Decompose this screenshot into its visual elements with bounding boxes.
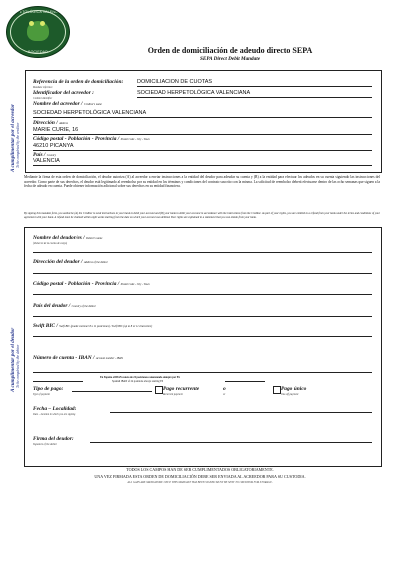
single-payment-checkbox[interactable] [273, 386, 281, 394]
debtor-address-field[interactable] [33, 273, 372, 274]
creditor-id-sub: Creditor Identifier [33, 97, 53, 100]
date-location-sub: Date – location in which you are signing [33, 413, 76, 416]
debtor-country-label: País del deudor / Country of the debtor [33, 303, 96, 309]
recurrent-payment-label: Pago recurrente [163, 386, 200, 392]
swift-bic-label: Swift BIC / Swift BIC (puede contener 8 u 11 posiciones) / Swift BIC (up to 8 or 11 characters) [33, 323, 153, 329]
single-payment-sub: One-off payment [281, 393, 299, 396]
creditor-postal-value: 46210 PICANYA [33, 143, 74, 149]
or-sub: or [223, 393, 226, 396]
mandate-reference-label: Referencia de la orden de domiciliación: [33, 79, 124, 85]
iban-country-field[interactable] [33, 381, 83, 382]
debtor-signature-label: Firma del deudor: [33, 436, 74, 442]
creditor-side-label: A cumplimentar por el acreedor To be completed by the creditor [10, 103, 20, 172]
creditor-id-label: Identificador del acreedor : [33, 90, 94, 96]
iban-note-en: Spanish IBAN of 24 positions always starting ES [112, 380, 164, 383]
debtor-signature-sub: Signature of the debtor [33, 443, 57, 446]
creditor-name-label: Nombre del acreedor / Creditor's name [33, 101, 102, 107]
mandate-text-es: Mediante la firma de esta orden de domiciliación, el deudor autoriza (A) al acreedor a enviar instrucciones a la entidad del deudor para adeudar su cuenta y (B) a la entidad para efectuar los adeudos en su cuenta siguiendo las instrucciones del acreedor. Como parte de sus derechos, el deudor está legitimado al reembolso por su entidad en los términos y condiciones del contrato suscrito con la misma. La solicitud de reembolso deberá efectuarse dentro de las ocho semanas que siguen a la fecha de adeudo en cuenta. Puede obtener información adicional sobre sus derechos en su entidad financiera. [24, 175, 380, 189]
mandate-reference-value: DOMICILIACION DE CUOTAS [137, 79, 213, 85]
creditor-country-label: País / Country [33, 152, 56, 158]
logo-text-top: HERPETOLÓGICA VALENCIANA [9, 10, 67, 14]
date-location-label: Fecha – Localidad: [33, 406, 77, 412]
creditor-address-line [33, 134, 372, 135]
payment-type-sub: Type of payment [33, 393, 50, 396]
recurrent-payment-sub: Recurrent payment [163, 393, 183, 396]
date-location-field[interactable] [110, 412, 372, 413]
recurrent-payment-checkbox[interactable] [155, 386, 163, 394]
creditor-country-line [33, 165, 372, 166]
logo-text-bottom: SOCIEDAD [28, 50, 48, 54]
debtor-signature-field[interactable] [90, 442, 372, 443]
iban-field[interactable] [33, 372, 372, 373]
mandate-reference-sub: Mandate reference [33, 86, 53, 89]
debtor-postal-label: Código postal - Población - Provincia / Postal Code - City - Town [33, 281, 150, 287]
creditor-name-line [33, 117, 372, 118]
iban-label: Número de cuenta - IBAN / Account number - IBAN [33, 355, 123, 361]
swift-bic-field[interactable] [33, 336, 372, 337]
creditor-address-value: MARIE CURIE, 16 [33, 127, 79, 133]
debtor-postal-field[interactable] [33, 294, 372, 295]
debtor-name-label: Nombre del deudor/es / Debtor's name [33, 235, 103, 241]
creditor-id-value: SOCIEDAD HERPETOLÓGICA VALENCIANA [137, 90, 251, 96]
debtor-address-label: Dirección del deudor / Address of the debtor [33, 259, 108, 265]
mandate-text-en: By signing this mandate form, you authorise (A) the Creditor to send instructions to your bank to debit your account and (B) your bank to debit your account in accordance with the instructions from the Creditor. As part of your rights, you are entitled to a refund from your bank under the terms and conditions of your agreement with your bank. A refund must be claimed within eight weeks starting from the date on which your account was debited. Your rights are explained in a statement that you can obtain from your bank. [24, 212, 380, 219]
iban-check-field[interactable] [225, 381, 265, 382]
iban-note: En España el IBAN consta de 24 posiciones comenzando siempre por ES [100, 376, 180, 379]
creditor-name-value: SOCIEDAD HERPETOLÓGICA VALENCIANA [33, 110, 147, 116]
debtor-side-label: A cumplimentar por el deudor To be completed by the debtor [10, 327, 20, 392]
or-label: o [223, 386, 226, 392]
payment-type-line [72, 391, 152, 392]
mandate-reference-line [137, 86, 372, 87]
frog-eye-icon [40, 21, 45, 26]
debtor-country-field[interactable] [33, 316, 372, 317]
footer-english: ALL GAPS ARE MANDATORY. ONCE THIS MANDATE HAS BEEN SIGNED MUST BE SENT TO CREDITOR FOR STORAGE. [127, 481, 273, 484]
page-subtitle: SEPA Direct Debit Mandate [200, 56, 260, 62]
creditor-postal-label: Código postal - Población - Provincia / Postal Code - City - Town [33, 136, 150, 142]
creditor-address-label: Dirección / Address [33, 120, 68, 126]
debtor-name-field[interactable] [33, 252, 372, 253]
creditor-postal-line [33, 150, 372, 151]
creditor-country-value: VALENCIA [33, 158, 60, 164]
single-payment-label: Pago único [281, 386, 307, 392]
footer-send-instructions: UNA VEZ FIRMADA ESTA ORDEN DE DOMICILIACIÓN DEBE SER ENVIADA AL ACREEDOR PARA SU CUSTODIA. [94, 474, 306, 479]
frog-eye-icon [29, 21, 34, 26]
payment-type-label: Tipo de pago: [33, 386, 64, 392]
footer-mandatory: TODOS LOS CAMPOS HAN DE SER CUMPLIMENTADOS OBLIGATORIAMENTE. [126, 467, 274, 472]
page-title: Orden de domiciliación de adeudo directo SEPA [147, 46, 313, 55]
debtor-name-sub: (titular/es de la cuenta de cargo) [33, 242, 68, 245]
society-logo [6, 6, 70, 58]
creditor-id-line [137, 97, 372, 98]
